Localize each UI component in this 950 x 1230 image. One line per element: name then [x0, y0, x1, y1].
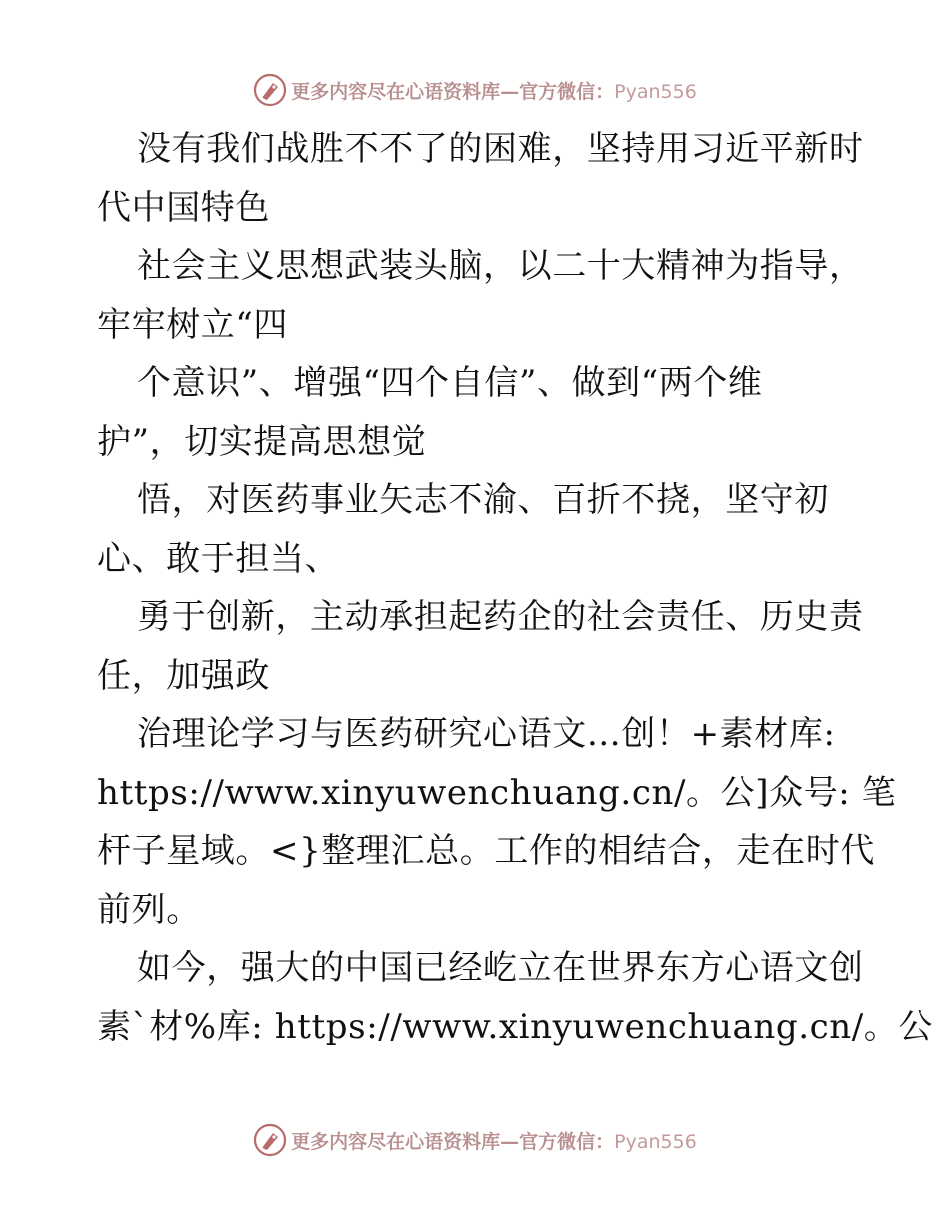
text-line: 护”，切实提高思想觉 — [97, 421, 427, 462]
text-line: 勇于创新，主动承担起药企的社会责任、历史责 — [137, 597, 864, 637]
text-line: 牢牢树立“四 — [97, 304, 288, 345]
text-line: 社会主义思想武装头脑，以二十大精神为指导， — [137, 246, 864, 286]
text-line: 个意识”、增强“四个自信”、做到“两个维 — [137, 363, 763, 403]
footer-text: 更多内容尽在心语资料库—官方微信：Pyan556 — [291, 1130, 697, 1153]
text-line: 任，加强政 — [97, 655, 270, 696]
text-line: 悟，对医药事业矢志不渝、百折不挠，坚守初 — [137, 480, 829, 520]
text-line: 心、敢于担当、 — [97, 538, 340, 579]
footer-wechat-id: Pyan556 — [614, 1130, 697, 1153]
header-banner — [0, 70, 950, 110]
body-text — [97, 120, 933, 1056]
text-line: https://www.xinyuwenchuang.cn/。公]众号: 笔 — [97, 772, 897, 813]
text-line: 没有我们战胜不不了的困难，坚持用习近平新时 — [137, 129, 864, 169]
header-wechat-id: Pyan556 — [614, 80, 697, 103]
text-line: 素`材%库: https://www.xinyuwenchuang.cn/。公 — [97, 1006, 933, 1047]
footer-banner — [0, 1120, 950, 1160]
text-line: 治理论学习与医药研究心语文…创！+素材库: — [137, 714, 836, 754]
text-line: 杆子星域。<}整理汇总。工作的相结合，走在时代 — [97, 831, 875, 871]
text-line: 如今，强大的中国已经屹立在世界东方心语文创 — [137, 948, 864, 988]
text-line: 代中国特色 — [97, 187, 270, 228]
pen-nib-logo-icon — [253, 73, 287, 107]
pen-nib-logo-icon — [253, 1123, 287, 1157]
text-line: 前列。 — [97, 889, 201, 930]
header-text: 更多内容尽在心语资料库—官方微信：Pyan556 — [291, 80, 697, 103]
